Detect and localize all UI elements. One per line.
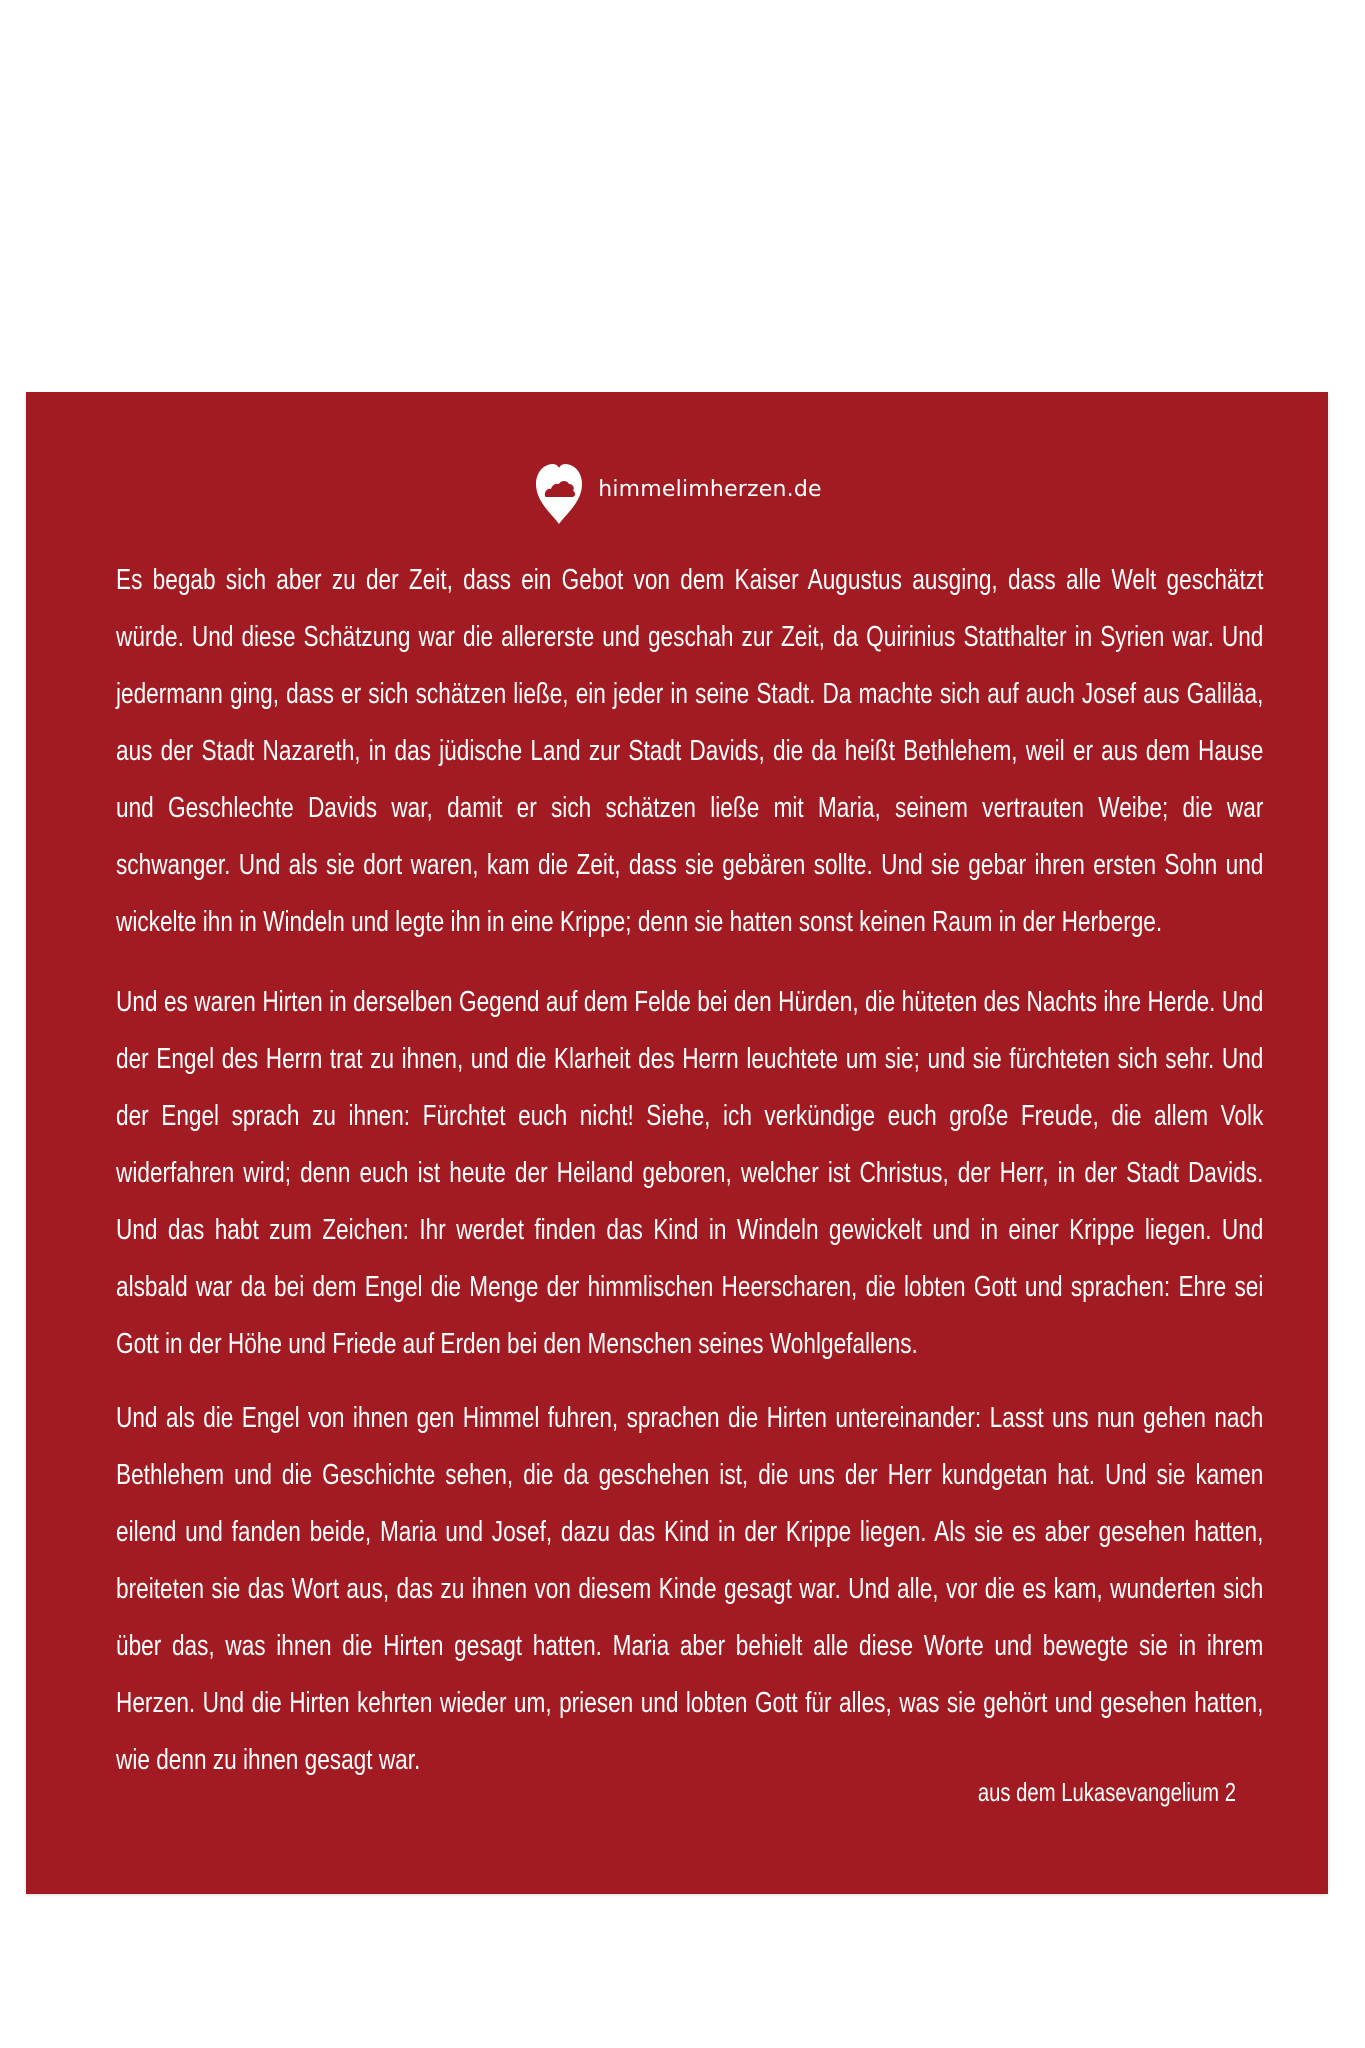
paragraph-1	[116, 552, 1263, 951]
logo-text[interactable]: himmelimherzen.de	[598, 476, 822, 502]
card	[26, 392, 1328, 1894]
logo	[26, 460, 1328, 526]
source-citation: aus dem Lukasevangelium 2	[977, 1777, 1236, 1807]
paragraph-2	[116, 974, 1263, 1373]
paragraph-text: Und als die Engel von ihnen gen Himmel fuhren, sprachen die Hirten untereinander: Lasst uns nun gehen nach Bethlehem und die Geschichte sehen, die da geschehen ist, die uns der Herr kundgetan hat. Und sie kamen eilend und fanden beide, Maria und Josef, dazu das Kind in der Krippe liegen. Als sie es aber gesehen hatten, breiteten sie das Wort aus, das zu ihnen von diesem Kinde gesagt war. Und alle, vor die es kam, wunderten sich über das, was ihnen die Hirten gesagt hatten. Maria aber behielt alle diese Worte und bewegte sie in ihrem Herzen. Und die Hirten kehrten wieder um, priesen und lobten Gott für alles, was sie gehört und gesehen hatten, wie denn zu ihnen gesagt war.	[116, 1402, 1264, 1776]
paragraph-3	[116, 1390, 1263, 1789]
heart-cloud-icon	[532, 460, 586, 526]
paragraph-text: Es begab sich aber zu der Zeit, dass ein Gebot von dem Kaiser Augustus ausging, dass alle Welt geschätzt würde. Und diese Schätzung war die allererste und geschah zur Zeit, da Quirinius Statthalter in Syrien war. Und jedermann ging, dass er sich schätzen ließe, ein jeder in seine Stadt. Da machte sich auf auch Josef aus Galiläa, aus der Stadt Nazareth, in das jüdische Land zur Stadt Davids, die da heißt Bethlehem, weil er aus dem Hause und Geschlechte Davids war, damit er sich schätzen ließe mit Maria, seinem vertrauten Weibe; die war schwanger. Und als sie dort waren, kam die Zeit, dass sie gebären sollte. Und sie gebar ihren ersten Sohn und wickelte ihn in Windeln und legte ihn in eine Krippe; denn sie hatten sonst keinen Raum in der Herberge.	[116, 564, 1264, 938]
paragraph-text: Und es waren Hirten in derselben Gegend auf dem Felde bei den Hürden, die hüteten des Nachts ihre Herde. Und der Engel des Herrn trat zu ihnen, und die Klarheit des Herrn leuchtete um sie; und sie fürchteten sich sehr. Und der Engel sprach zu ihnen: Fürchtet euch nicht! Siehe, ich verkündige euch große Freude, die allem Volk widerfahren wird; denn euch ist heute der Heiland geboren, welcher ist Christus, der Herr, in der Stadt Davids. Und das habt zum Zeichen: Ihr werdet finden das Kind in Windeln gewickelt und in einer Krippe liegen. Und alsbald war da bei dem Engel die Menge der himmlischen Heerscharen, die lobten Gott und sprachen: Ehre sei Gott in der Höhe und Friede auf Erden bei den Menschen seines Wohlgefallens.	[116, 986, 1264, 1360]
